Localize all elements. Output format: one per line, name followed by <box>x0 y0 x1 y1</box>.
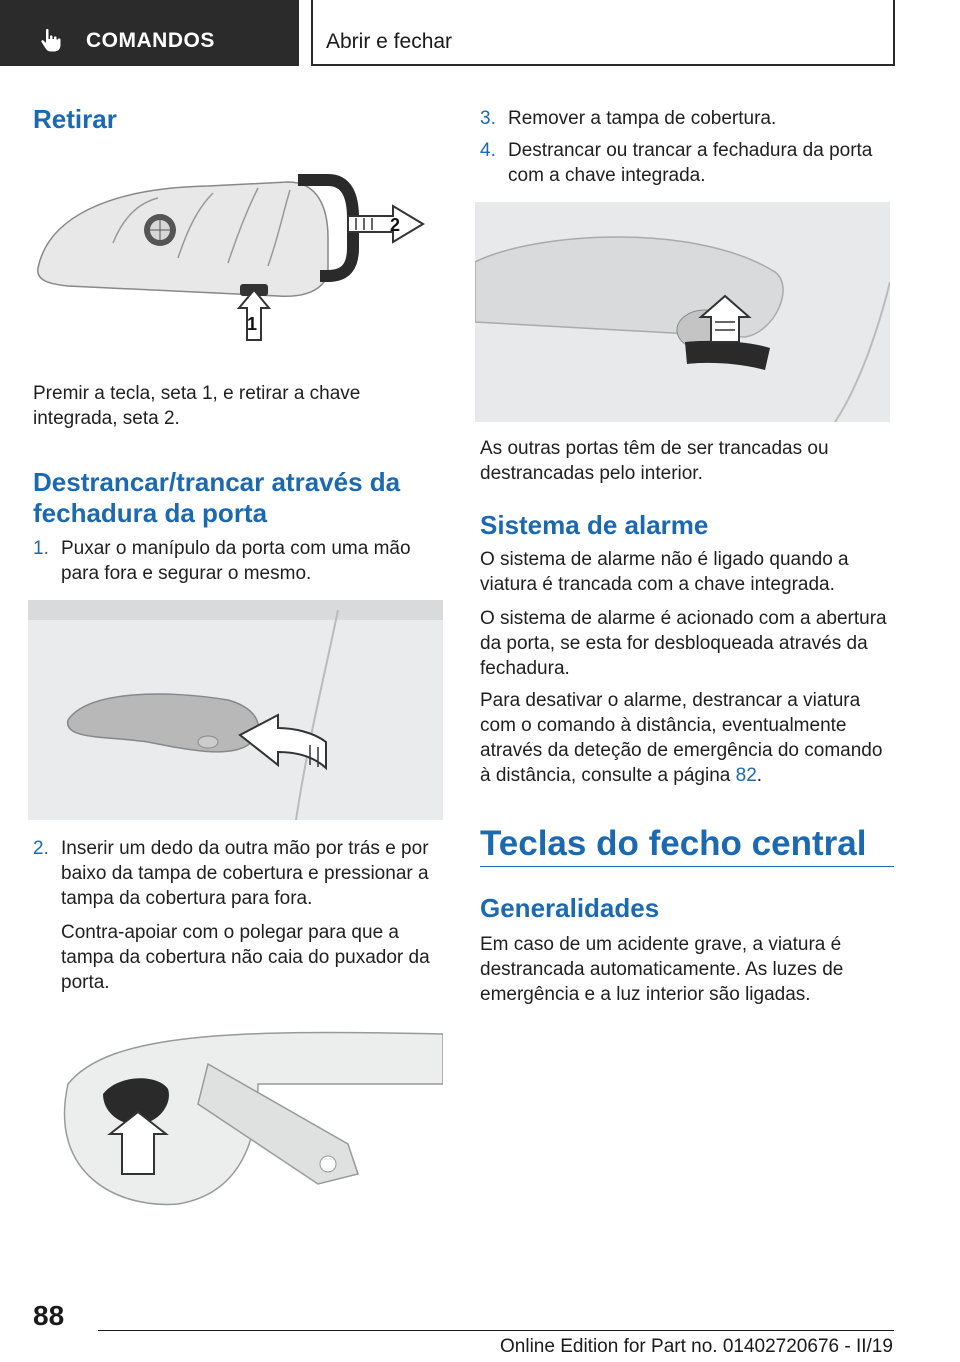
page-link-82[interactable]: 82 <box>735 765 757 786</box>
step-number: 4. <box>480 140 496 161</box>
chapter-label: COMANDOS <box>86 29 215 52</box>
hand-pointer-icon <box>40 28 62 52</box>
page-header <box>0 0 960 66</box>
step-text: Remover a tampa de cobertura. <box>508 108 777 129</box>
list-item <box>480 138 892 188</box>
header-divider <box>311 64 895 66</box>
list-item <box>480 106 892 131</box>
step-number: 2. <box>33 838 49 859</box>
heading-alarme: Sistema de alarme <box>480 510 709 540</box>
step-text: Inserir um dedo da outra mão por trás e por baixo da tampa de cobertura e pressionar a tampa da cobertura para fora. <box>61 838 429 909</box>
paragraph-alarme-3-end: . <box>756 765 763 786</box>
paragraph-outras-portas: As outras portas têm de ser trancadas ou destrancadas pelo interior. <box>480 438 829 484</box>
header-divider <box>893 0 895 66</box>
paragraph-alarme-3 <box>480 688 892 788</box>
paragraph-retirar: Premir a tecla, seta 1, e retirar a chave integrada, seta 2. <box>33 383 361 429</box>
step-number: 1. <box>33 538 49 559</box>
section-title: Abrir e fechar <box>326 30 453 53</box>
figure-key-in-lock <box>475 202 890 422</box>
callout-2: 2 <box>390 215 401 235</box>
step-text: Puxar o manípulo da porta com uma mão para fora e segurar o mesmo. <box>61 538 411 584</box>
step-number: 3. <box>480 108 496 129</box>
chapter-tab <box>0 0 299 66</box>
heading-destrancar: Destrancar/trancar através da fechadura da porta <box>33 467 401 528</box>
callout-1: 1 <box>247 314 258 334</box>
paragraph-alarme-2: O sistema de alarme é acionado com a abertura da porta, se esta for desbloqueada através da fechadura. <box>480 608 887 679</box>
footer-divider <box>98 1330 894 1331</box>
figure-key-fob <box>28 158 443 358</box>
list-item <box>33 836 443 995</box>
footer-edition: Online Edition for Part no. 01402720676 - II/19 <box>500 1336 893 1357</box>
figure-cover-cap <box>28 1024 443 1214</box>
figure-door-handle-pull <box>28 600 443 820</box>
step-text: Destrancar ou trancar a fechadura da porta com a chave integrada. <box>508 140 873 186</box>
page-number: 88 <box>33 1300 65 1331</box>
step-subtext: Contra-apoiar com o polegar para que a tampa da cobertura não caia do puxador da porta. <box>61 922 430 993</box>
heading-generalidades: Generalidades <box>480 893 660 923</box>
heading-retirar: Retirar <box>33 104 117 134</box>
paragraph-generalidades: Em caso de um acidente grave, a viatura é destrancada automaticamente. As luzes de emergência e a luz interior são ligadas. <box>480 934 844 1005</box>
list-item <box>33 536 443 586</box>
paragraph-alarme-3-text: Para desativar o alarme, destrancar a viatura com o comando à distância, eventualmente através da deteção de emergência do comando à distância, consulte a página <box>480 690 883 786</box>
header-divider <box>311 0 313 66</box>
heading-underline <box>480 866 894 867</box>
heading-teclas-fecho: Teclas do fecho central <box>480 824 867 863</box>
paragraph-alarme-1: O sistema de alarme não é ligado quando a viatura é trancada com a chave integrada. <box>480 549 849 595</box>
